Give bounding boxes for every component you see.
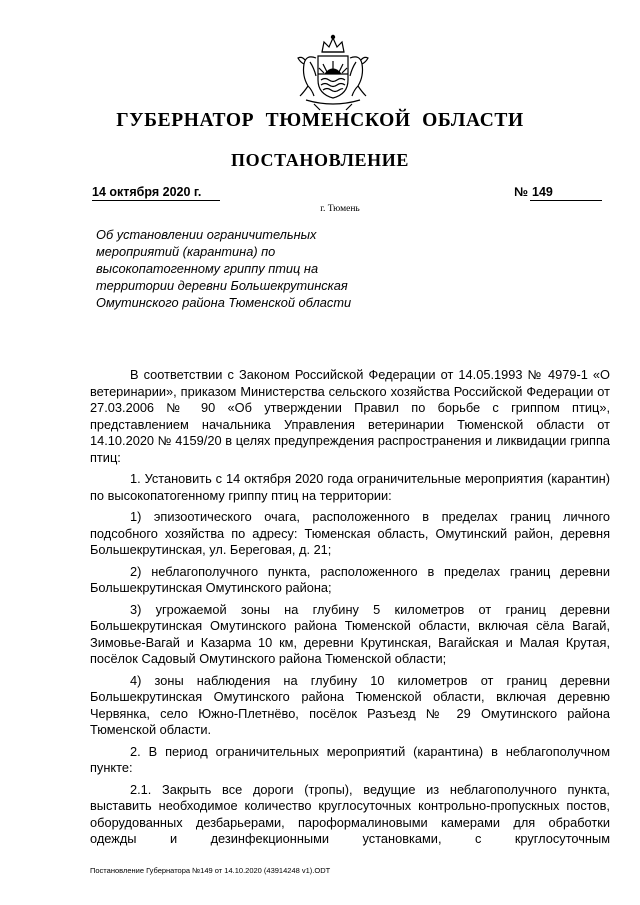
- footer-document-id: Постановление Губернатора №149 от 14.10.2020 (43914248 v1).ODT: [90, 866, 331, 875]
- number-sign: №: [514, 185, 528, 199]
- document-date: 14 октября 2020 г.: [92, 185, 220, 201]
- paragraph-item-1-4: 4) зоны наблюдения на глубину 10 километров от границ деревни Большекрутинская Омутинского района Тюменской области, включая деревню Червянка, село Южно-Плетнёво, посёлок Разъезд № 29 Омутинского района Тюменской области.: [90, 672, 610, 737]
- issuer-title: ГУБЕРНАТОР ТЮМЕНСКОЙ ОБЛАСТИ: [116, 110, 524, 131]
- paragraph-item-1-2: 2) неблагополучного пункта, расположенного в пределах границ деревни Большекрутинская Омутинского района;: [90, 563, 610, 595]
- paragraph-item-1-1: 1) эпизоотического очага, расположенного в пределах границ личного подсобного хозяйства по адресу: Тюменская область, Омутинский район, деревня Большекрутинская, ул. Береговая, д. 21;: [90, 509, 610, 557]
- coat-of-arms-icon: [296, 34, 370, 112]
- document-number: 149: [530, 185, 602, 201]
- paragraph-item-1-3: 3) угрожаемой зоны на глубину 5 километров от границ деревни Большекрутинская Омутинского района Тюменской области, включая сёла Вагай, Зимовье-Вагай и Казарма 10 км, деревни Крутинская, Вагайская и Малая Крутая, посёлок Садовый Омутинского района Тюменской области;: [90, 601, 610, 666]
- document-city: г. Тюмень: [320, 204, 360, 214]
- paragraph-item-2: 2. В период ограничительных мероприятий (карантина) в неблагополучном пункте:: [90, 743, 610, 775]
- document-type: ПОСТАНОВЛЕНИЕ: [231, 150, 409, 170]
- document-body: [90, 367, 610, 853]
- paragraph-item-1: 1. Установить с 14 октября 2020 года ограничительные мероприятия (карантин) по высокопатогенному гриппу птиц на территории:: [90, 471, 610, 503]
- paragraph-preamble: В соответствии с Законом Российской Федерации от 14.05.1993 № 4979-1 «О ветеринарии», приказом Министерства сельского хозяйства Российской Федерации от 27.03.2006 № 90 «Об утверждении Правил по борьбе с гриппом птиц», представлением начальника Управления ветеринарии Тюменской области от 14.10.2020 № 4159/20 в целях предупреждения распространения и ликвидации гриппа птиц:: [90, 367, 610, 465]
- document-subject: Об установлении ограничительных мероприятий (карантина) по высокопатогенному гриппу птиц на территории деревни Большекрутинская Омутинского района Тюменской области: [96, 227, 352, 310]
- paragraph-item-2-1: 2.1. Закрыть все дороги (тропы), ведущие из неблагополучного пункта, выставить необходимое количество круглосуточных контрольно-пропускных постов, оборудованных дезбарьерами, пароформалиновыми камерами для обработки одежды и дезинфекционными установками, с круглосуточным: [90, 781, 610, 846]
